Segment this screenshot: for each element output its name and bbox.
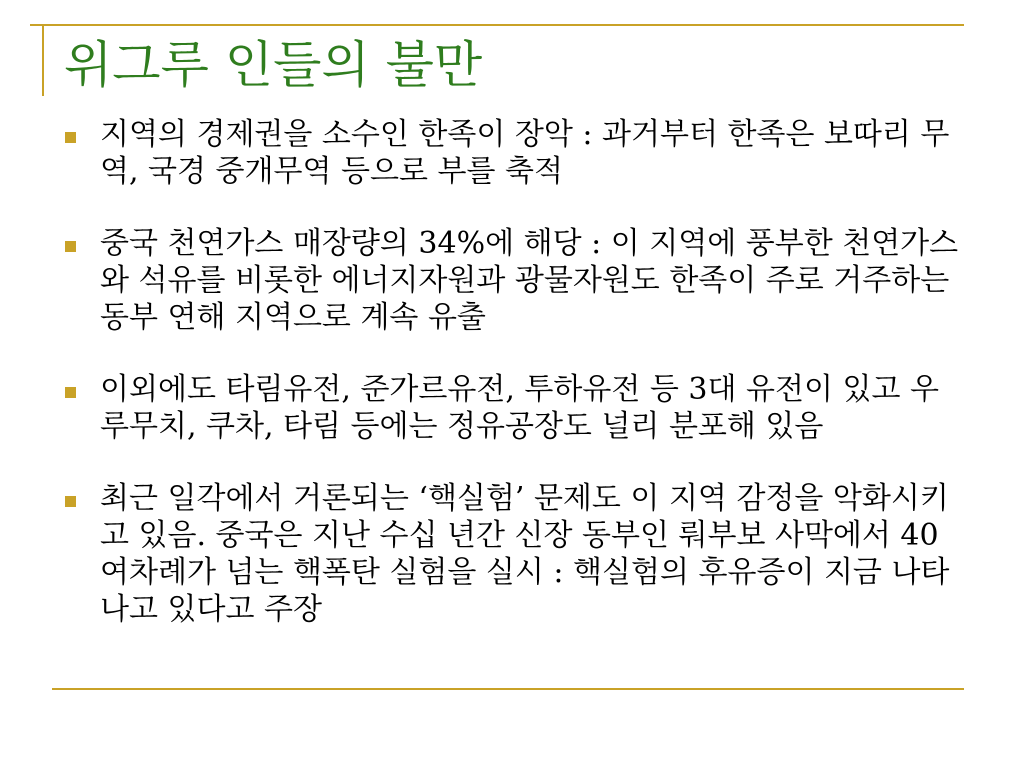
- bullet-text: 중국 천연가스 매장량의 34%에 해당 : 이 지역에 풍부한 천연가스와 석유를 비롯한 에너지자원과 광물자원도 한족이 주로 거주하는 동부 연해 지역으로 계속 유출: [100, 226, 959, 335]
- square-bullet-icon: [65, 387, 76, 398]
- bullet-item-1: [60, 116, 960, 190]
- bullet-item-3: [60, 371, 960, 445]
- square-bullet-icon: [65, 132, 76, 143]
- square-bullet-icon: [65, 241, 76, 252]
- slide-title: 위그루 인들의 불만: [64, 36, 483, 94]
- bullet-text: 최근 일각에서 거론되는 ‘핵실험’ 문제도 이 지역 감정을 악화시키고 있음. 중국은 지난 수십 년간 신장 동부인 뤄부보 사막에서 40여차례가 넘는 핵폭탄 실험을 실시 : 핵실험의 후유증이 지금 나타나고 있다고 주장: [100, 481, 950, 627]
- left-rule: [42, 24, 44, 96]
- bottom-rule: [52, 688, 964, 690]
- bullet-list: [60, 116, 960, 663]
- top-rule: [30, 24, 964, 26]
- bullet-text: 이외에도 타림유전, 준가르유전, 투하유전 등 3대 유전이 있고 우루무치, 쿠차, 타림 등에는 정유공장도 널리 분포해 있음: [100, 372, 939, 444]
- bullet-item-4: [60, 480, 960, 628]
- square-bullet-icon: [65, 496, 76, 507]
- bullet-text: 지역의 경제권을 소수인 한족이 장악 : 과거부터 한족은 보따리 무역, 국경 중개무역 등으로 부를 축적: [100, 117, 950, 189]
- bullet-item-2: [60, 225, 960, 336]
